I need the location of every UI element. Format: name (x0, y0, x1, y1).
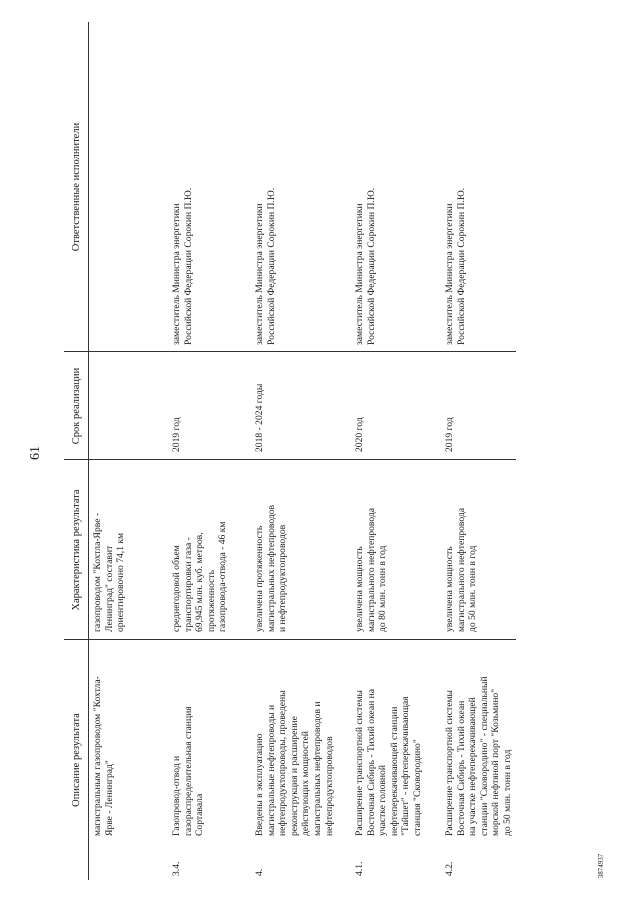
text-line: магистрального нефтепровода (365, 507, 377, 632)
column-divider (64, 459, 516, 460)
header-executors: Ответственные исполнители (70, 122, 82, 252)
text-line: морской нефтяной порт "Козьмино" (490, 688, 502, 836)
column-divider (64, 351, 516, 352)
text-line: на участке нефтеперекачивающей (467, 697, 479, 836)
row-executors (444, 145, 467, 345)
row-number: 4. (254, 868, 265, 876)
text-line: 69,945 млн. куб. метров, (194, 532, 206, 632)
row-description (354, 642, 424, 836)
row-term: 2020 год (354, 417, 365, 452)
row-number: 4.1. (354, 861, 365, 876)
text-line: до 50 млн. тонн в год (467, 545, 479, 632)
row-number: 3.4. (171, 861, 182, 876)
text-line: Сортавала (194, 793, 206, 836)
column-divider (64, 639, 516, 640)
text-line: Расширение транспортной системы (444, 690, 455, 836)
text-line: Расширение транспортной системы (354, 690, 365, 836)
text-line: заместитель Министра энергетики (444, 203, 455, 345)
text-line: станция "Сковородино" (411, 739, 423, 836)
text-line: нефтепродуктопроводов (323, 736, 335, 836)
header-characteristic: Характеристика результата (70, 489, 82, 611)
text-line: Восточная Сибирь - Тихий океан на (365, 688, 377, 836)
text-line: среднегодовой объем (171, 545, 182, 632)
text-line: реконструкция и расширение (288, 716, 300, 836)
text-line: Ярве - Ленинград" (103, 760, 115, 836)
row-executors (354, 145, 377, 345)
row-characteristic (354, 464, 389, 632)
text-line: ориентировочно 74,1 км (115, 532, 127, 632)
text-line: Российской Федерации Сорокин П.Ю. (182, 187, 194, 345)
row-description (444, 642, 514, 836)
row-number: 4.2. (444, 861, 455, 876)
text-line: действующих мощностей (300, 731, 312, 836)
row-executors (171, 145, 194, 345)
text-line: и нефтепродуктопроводов (277, 524, 289, 632)
text-line: Российской Федерации Сорокин П.Ю. (365, 187, 377, 345)
row-term: 2018 - 2024 годы (254, 383, 265, 452)
row-description (92, 642, 115, 836)
text-line: заместитель Министра энергетики (354, 203, 365, 345)
text-line: магистральных нефтепроводов (265, 504, 277, 632)
row-term: 2019 год (171, 417, 182, 452)
text-line: магистрального нефтепровода (455, 507, 467, 632)
row-characteristic (254, 464, 289, 632)
text-line: до 50 млн. тонн в год (501, 749, 513, 836)
text-line: газораспределительная станция (182, 706, 194, 836)
text-line: нефтеперекачивающей станции (388, 706, 400, 836)
row-characteristic (171, 464, 229, 632)
text-line: газопроводом "Кохтла-Ярве - (92, 512, 103, 632)
results-table (64, 22, 516, 880)
row-term: 2019 год (444, 417, 455, 452)
header-description: Описание результата (70, 713, 82, 807)
text-line: протяженность (205, 570, 217, 632)
text-line: станции "Сковородино" - специальный (478, 676, 490, 836)
text-line: заместитель Министра энергетики (254, 203, 265, 345)
text-line: Газопровод-отвод и (171, 755, 182, 836)
text-line: заместитель Министра энергетики (171, 203, 182, 345)
row-characteristic (444, 464, 479, 632)
text-line: Российской Федерации Сорокин П.Ю. (265, 187, 277, 345)
row-characteristic (92, 464, 127, 632)
text-line: транспортировки газа - (182, 537, 194, 632)
text-line: увеличена мощность (354, 546, 365, 632)
text-line: Российской Федерации Сорокин П.Ю. (455, 187, 467, 345)
row-executors (254, 145, 277, 345)
page-number: 61 (28, 446, 43, 460)
text-line: Введены в эксплуатацию (254, 733, 265, 836)
text-line: нефтепродуктопроводы, проведены (277, 690, 289, 836)
row-description (171, 642, 206, 836)
text-line: Ленинград" составит (103, 545, 115, 632)
text-line: участке головной (377, 765, 389, 836)
text-line: увеличена мощность (444, 546, 455, 632)
text-line: магистральным газопроводом "Кохтла- (92, 676, 103, 836)
text-line: магистральные нефтепроводы и (265, 704, 277, 836)
text-line: магистральных нефтепроводов и (311, 701, 323, 836)
text-line: "Тайшет" - нефтеперекачивающая (400, 696, 412, 836)
table-header-row (64, 22, 89, 880)
row-description (254, 642, 335, 836)
text-line: увеличена протяженность (254, 525, 265, 632)
header-term: Срок реализации (70, 367, 82, 445)
text-line: до 80 млн. тонн в год (377, 545, 389, 632)
document-code: 3874937 (597, 853, 605, 879)
text-line: газопровода-отвода - 46 км (217, 521, 229, 632)
text-line: Восточная Сибирь - Тихий океан (455, 700, 467, 836)
